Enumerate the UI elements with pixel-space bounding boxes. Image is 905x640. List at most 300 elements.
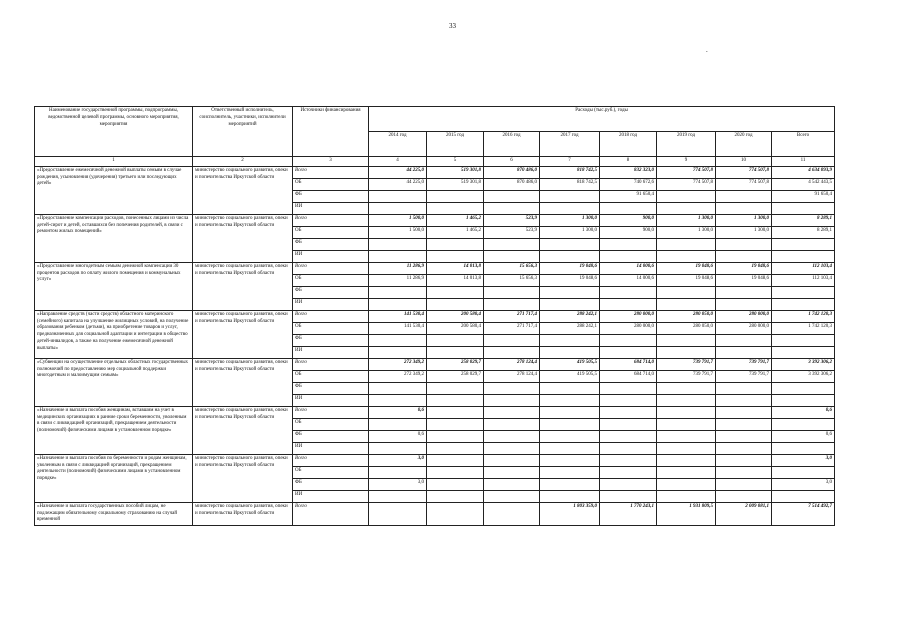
amount-cell (484, 442, 540, 454)
amount-cell (600, 394, 657, 406)
amount-cell (657, 394, 716, 406)
amount-cell (600, 430, 657, 442)
amount-cell (427, 394, 484, 406)
amount-cell: 19 048,6 (657, 262, 716, 274)
funding-source: Всего (293, 358, 369, 370)
amount-cell: 1 803 359,0 (540, 502, 600, 525)
amount-cell (427, 430, 484, 442)
amount-cell (772, 382, 835, 394)
header-year: 2019 год (657, 132, 716, 157)
measure-name: «Назначение и выплата пособия женщинам, вставшим на учет в медицинских организациях в ранние сроки беременности, уволенным в связи с ликвидацией организаций, прекращением деятельности (полномочий) физическими лицами в установленном порядке» (35, 406, 193, 454)
page-mark: . (706, 46, 708, 54)
amount-cell: 44 225,0 (369, 166, 427, 178)
amount-cell: 280 000,0 (716, 310, 772, 322)
amount-cell (427, 490, 484, 502)
amount-cell (657, 418, 716, 430)
amount-cell (427, 466, 484, 478)
funding-source: ФБ (293, 430, 369, 442)
amount-cell (600, 418, 657, 430)
amount-cell (369, 238, 427, 250)
column-number: 3 (293, 157, 369, 167)
amount-cell: 112 103,4 (772, 262, 835, 274)
amount-cell (657, 382, 716, 394)
amount-cell (600, 250, 657, 262)
amount-cell: 280 000,0 (600, 310, 657, 322)
amount-cell (540, 250, 600, 262)
amount-cell (427, 346, 484, 358)
amount-cell: 14 000,6 (600, 262, 657, 274)
funding-source: ИИ (293, 442, 369, 454)
funding-source: ФБ (293, 238, 369, 250)
header-executor: Ответственный исполнитель, соисполнитель, участники, исполнители мероприятий (193, 107, 293, 157)
amount-cell: 14 013,8 (427, 262, 484, 274)
header-program: Наименование государственной программы, подпрограммы, ведомственной целевой программы, основного мероприятия, мероприятия (35, 107, 193, 157)
amount-cell: 280 050,0 (657, 322, 716, 334)
amount-cell (772, 466, 835, 478)
amount-cell: 7 514 492,7 (772, 502, 835, 525)
funding-source: ОБ (293, 466, 369, 478)
amount-cell (484, 346, 540, 358)
amount-cell: 3,0 (369, 454, 427, 466)
amount-cell (484, 202, 540, 214)
funding-source: ОБ (293, 418, 369, 430)
amount-cell: 774 507,8 (716, 166, 772, 178)
amount-cell: 271 717,4 (484, 322, 540, 334)
amount-cell (427, 298, 484, 310)
amount-cell: 258 029,7 (427, 358, 484, 370)
amount-cell (484, 418, 540, 430)
header-source: Источники финансирования (293, 107, 369, 157)
amount-cell: 8 289,1 (772, 214, 835, 226)
funding-source: ОБ (293, 226, 369, 238)
amount-cell (540, 406, 600, 418)
column-number: 4 (369, 157, 427, 167)
funding-source: ИИ (293, 490, 369, 502)
amount-cell (540, 238, 600, 250)
amount-cell: 1 300,0 (716, 214, 772, 226)
funding-source: ИИ (293, 394, 369, 406)
funding-source: Всего (293, 310, 369, 322)
amount-cell: 14 013,8 (427, 274, 484, 286)
amount-cell (600, 238, 657, 250)
amount-cell: 739 791,7 (657, 358, 716, 370)
amount-cell (484, 382, 540, 394)
amount-cell (600, 298, 657, 310)
amount-cell: 523,9 (484, 214, 540, 226)
funding-source: ОБ (293, 178, 369, 190)
amount-cell: 818 742,5 (540, 178, 600, 190)
amount-cell (369, 250, 427, 262)
table-row (35, 214, 835, 226)
amount-cell (716, 286, 772, 298)
amount-cell: 774 507,8 (657, 166, 716, 178)
amount-cell (772, 286, 835, 298)
amount-cell: 11 286,9 (369, 274, 427, 286)
amount-cell: 0,6 (369, 406, 427, 418)
amount-cell (716, 478, 772, 490)
column-number: 2 (193, 157, 293, 167)
table-row (35, 502, 835, 525)
amount-cell (484, 430, 540, 442)
amount-cell (600, 346, 657, 358)
amount-cell: 1 465,2 (427, 214, 484, 226)
amount-cell (716, 382, 772, 394)
column-number: 9 (657, 157, 716, 167)
amount-cell: 1 300,0 (657, 226, 716, 238)
column-number: 6 (484, 157, 540, 167)
column-number: 8 (600, 157, 657, 167)
amount-cell (600, 286, 657, 298)
table-row (35, 310, 835, 322)
amount-cell (540, 442, 600, 454)
amount-cell: 774 507,8 (657, 178, 716, 190)
amount-cell: 1 742 120,3 (772, 310, 835, 322)
header-year: 2014 год (369, 132, 427, 157)
amount-cell (540, 454, 600, 466)
amount-cell (716, 466, 772, 478)
amount-cell: 1 300,0 (540, 214, 600, 226)
amount-cell: 15 656,3 (484, 262, 540, 274)
amount-cell (657, 334, 716, 346)
amount-cell (369, 490, 427, 502)
amount-cell: 44 225,0 (369, 178, 427, 190)
measure-executor: министерство социального развития, опеки и попечительства Иркутской области (193, 454, 293, 502)
amount-cell: 1 500,0 (369, 214, 427, 226)
amount-cell (657, 454, 716, 466)
amount-cell (657, 346, 716, 358)
amount-cell: 272 349,2 (369, 370, 427, 382)
amount-cell (716, 250, 772, 262)
amount-cell: 3,0 (772, 478, 835, 490)
amount-cell (657, 466, 716, 478)
measure-executor: министерство социального развития, опеки и попечительства Иркутской области (193, 262, 293, 310)
amount-cell: 774 507,8 (716, 178, 772, 190)
measure-name: «Направление средств (части средств) областного материнского (семейного) капитала на улучшение жилищных условий, на получение образования ребенком (детьми), на приобретение товаров и услуг, предназначенных для социальной адаптации и интеграции в общество детей-инвалидов, а также на получение ежемесячной денежной выплаты» (35, 310, 193, 358)
table-row (35, 406, 835, 418)
amount-cell: 4 542 443,5 (772, 178, 835, 190)
funding-source: ИИ (293, 346, 369, 358)
funding-source: ФБ (293, 334, 369, 346)
funding-source: Всего (293, 214, 369, 226)
amount-cell (484, 406, 540, 418)
amount-cell: 2 009 081,1 (716, 502, 772, 525)
page-number: 33 (449, 22, 456, 30)
amount-cell (657, 286, 716, 298)
amount-cell (484, 286, 540, 298)
funding-source: Всего (293, 406, 369, 418)
amount-cell (540, 298, 600, 310)
amount-cell: 1 500,0 (369, 226, 427, 238)
amount-cell (427, 406, 484, 418)
amount-cell (716, 394, 772, 406)
amount-cell (484, 334, 540, 346)
amount-cell (369, 466, 427, 478)
table-row (35, 454, 835, 466)
amount-cell: 1 300,0 (716, 226, 772, 238)
amount-cell: 739 791,7 (716, 358, 772, 370)
amount-cell (657, 478, 716, 490)
header-year: Всего (772, 132, 835, 157)
table-row (35, 166, 835, 178)
amount-cell (427, 190, 484, 202)
funding-source: Всего (293, 502, 369, 525)
measure-executor: министерство социального развития, опеки и попечительства Иркутской области (193, 214, 293, 262)
amount-cell: 1 770 243,1 (600, 502, 657, 525)
amount-cell: 900,0 (600, 214, 657, 226)
amount-cell (657, 490, 716, 502)
amount-cell: 19 048,6 (716, 274, 772, 286)
amount-cell: 3,0 (772, 454, 835, 466)
table-body (35, 166, 835, 525)
amount-cell (484, 298, 540, 310)
amount-cell (716, 298, 772, 310)
amount-cell: 0,6 (369, 430, 427, 442)
amount-cell: 1 300,0 (540, 226, 600, 238)
amount-cell: 740 672,6 (600, 178, 657, 190)
funding-source: ФБ (293, 286, 369, 298)
amount-cell (427, 454, 484, 466)
measure-name: «Субвенции на осуществление отдельных областных государственных полномочий по предоставлению мер социальной поддержки многодетным и малоимущим семьям» (35, 358, 193, 406)
amount-cell: 0,6 (772, 406, 835, 418)
amount-cell: 271 717,4 (484, 310, 540, 322)
amount-cell (369, 190, 427, 202)
amount-cell (369, 286, 427, 298)
amount-cell (484, 478, 540, 490)
amount-cell: 19 048,6 (716, 262, 772, 274)
amount-cell (369, 394, 427, 406)
amount-cell (427, 286, 484, 298)
funding-source: ФБ (293, 190, 369, 202)
amount-cell (657, 442, 716, 454)
amount-cell (657, 406, 716, 418)
amount-cell (716, 346, 772, 358)
amount-cell: 258 029,7 (427, 370, 484, 382)
amount-cell (657, 250, 716, 262)
measure-name: «Назначение и выплата государственных пособий лицам, не подлежащим обязательному социальному страхованию на случай временной (35, 502, 193, 525)
amount-cell: 519 301,8 (427, 166, 484, 178)
amount-cell: 278 124,4 (484, 358, 540, 370)
funding-source: ФБ (293, 382, 369, 394)
funding-source: Всего (293, 454, 369, 466)
amount-cell (600, 382, 657, 394)
amount-cell (484, 490, 540, 502)
amount-cell: 519 301,8 (427, 178, 484, 190)
amount-cell (657, 238, 716, 250)
amount-cell: 419 505,5 (540, 370, 600, 382)
amount-cell (772, 298, 835, 310)
measure-name: «Предоставление ежемесячной денежной выплаты семьям в случае рождения, усыновления (удочерения) третьего или последующих детей» (35, 166, 193, 214)
header-year: 2020 год (716, 132, 772, 157)
amount-cell: 91 650,4 (772, 190, 835, 202)
amount-cell: 280 050,0 (657, 310, 716, 322)
amount-cell: 900,0 (600, 226, 657, 238)
measure-name: «Предоставление многодетным семьям денежной компенсации 30 процентов расходов по оплату жилого помещения и коммунальных услуг» (35, 262, 193, 310)
amount-cell: 91 650,4 (600, 190, 657, 202)
measure-executor: министерство социального развития, опеки и попечительства Иркутской области (193, 502, 293, 525)
measure-name: «Назначение и выплата пособия по беременности и родам женщинам, уволенным в связи с ликвидацией организаций, прекращением деятельности (полномочий) физическими лицами в установленном порядке» (35, 454, 193, 502)
amount-cell: 280 000,0 (716, 322, 772, 334)
amount-cell (427, 442, 484, 454)
amount-cell: 200 580,4 (427, 322, 484, 334)
column-number: 11 (772, 157, 835, 167)
amount-cell: 19 048,6 (540, 274, 600, 286)
amount-cell (716, 238, 772, 250)
amount-cell (427, 202, 484, 214)
column-number: 7 (540, 157, 600, 167)
amount-cell (484, 466, 540, 478)
amount-cell: 870 486,0 (484, 178, 540, 190)
amount-cell (772, 334, 835, 346)
financing-table (34, 106, 835, 526)
amount-cell (369, 382, 427, 394)
measure-executor: министерство социального развития, опеки и попечительства Иркутской области (193, 406, 293, 454)
amount-cell: 141 530,4 (369, 322, 427, 334)
amount-cell (540, 190, 600, 202)
amount-cell: 739 791,7 (657, 370, 716, 382)
header-year: 2018 год (600, 132, 657, 157)
amount-cell (369, 502, 427, 525)
amount-cell: 870 486,0 (484, 166, 540, 178)
amount-cell: 1 465,2 (427, 226, 484, 238)
header-year: 2017 год (540, 132, 600, 157)
amount-cell (716, 430, 772, 442)
amount-cell (600, 454, 657, 466)
header-numbers-row (35, 157, 835, 167)
amount-cell (600, 490, 657, 502)
amount-cell (540, 478, 600, 490)
column-number: 10 (716, 157, 772, 167)
amount-cell (427, 238, 484, 250)
amount-cell: 1 742 120,3 (772, 322, 835, 334)
amount-cell: 4 634 093,9 (772, 166, 835, 178)
amount-cell (484, 238, 540, 250)
amount-cell: 112 103,4 (772, 274, 835, 286)
amount-cell (484, 502, 540, 525)
amount-cell (484, 454, 540, 466)
amount-cell (427, 250, 484, 262)
amount-cell (427, 478, 484, 490)
amount-cell: 3,0 (369, 478, 427, 490)
amount-cell (600, 466, 657, 478)
amount-cell (600, 406, 657, 418)
amount-cell: 288 242,1 (540, 322, 600, 334)
amount-cell (600, 202, 657, 214)
header-year: 2016 год (484, 132, 540, 157)
amount-cell: 278 124,4 (484, 370, 540, 382)
amount-cell: 15 656,3 (484, 274, 540, 286)
amount-cell (716, 190, 772, 202)
amount-cell (484, 394, 540, 406)
amount-cell (772, 442, 835, 454)
amount-cell (540, 334, 600, 346)
column-number: 1 (35, 157, 193, 167)
amount-cell (716, 490, 772, 502)
amount-cell (716, 334, 772, 346)
amount-cell (484, 250, 540, 262)
amount-cell (772, 202, 835, 214)
amount-cell (369, 442, 427, 454)
amount-cell (484, 190, 540, 202)
amount-cell: 11 286,9 (369, 262, 427, 274)
amount-cell: 19 048,6 (657, 274, 716, 286)
amount-cell (540, 418, 600, 430)
amount-cell (540, 394, 600, 406)
amount-cell (772, 418, 835, 430)
amount-cell (540, 286, 600, 298)
amount-cell: 1 931 809,5 (657, 502, 716, 525)
amount-cell (772, 238, 835, 250)
funding-source: ИИ (293, 250, 369, 262)
amount-cell (716, 202, 772, 214)
amount-cell: 0,6 (772, 430, 835, 442)
amount-cell (657, 190, 716, 202)
measure-executor: министерство социального развития, опеки и попечительства Иркутской области (193, 358, 293, 406)
amount-cell: 3 392 306,2 (772, 370, 835, 382)
table-row (35, 262, 835, 274)
amount-cell: 288 242,1 (540, 310, 600, 322)
amount-cell: 684 714,0 (600, 358, 657, 370)
amount-cell (540, 202, 600, 214)
amount-cell: 141 530,4 (369, 310, 427, 322)
amount-cell (540, 346, 600, 358)
amount-cell: 419 505,5 (540, 358, 600, 370)
amount-cell (716, 442, 772, 454)
amount-cell (540, 382, 600, 394)
amount-cell: 739 791,7 (716, 370, 772, 382)
amount-cell: 200 580,4 (427, 310, 484, 322)
amount-cell (600, 478, 657, 490)
amount-cell (369, 346, 427, 358)
amount-cell (716, 406, 772, 418)
amount-cell (427, 382, 484, 394)
amount-cell (369, 298, 427, 310)
amount-cell: 272 349,2 (369, 358, 427, 370)
header-year: 2015 год (427, 132, 484, 157)
measure-executor: министерство социального развития, опеки и попечительства Иркутской области (193, 166, 293, 214)
amount-cell (772, 490, 835, 502)
amount-cell: 818 742,5 (540, 166, 600, 178)
column-number: 5 (427, 157, 484, 167)
amount-cell (716, 454, 772, 466)
amount-cell (772, 394, 835, 406)
amount-cell: 832 323,0 (600, 166, 657, 178)
amount-cell (369, 418, 427, 430)
amount-cell (772, 346, 835, 358)
amount-cell (600, 442, 657, 454)
amount-cell (540, 430, 600, 442)
amount-cell: 280 000,0 (600, 322, 657, 334)
table-row (35, 358, 835, 370)
amount-cell (600, 334, 657, 346)
measure-name: «Предоставление компенсации расходов, понесенных лицами из числа детей-сирот и детей, оставшихся без попечения родителей, в связи с ремонтом жилых помещений» (35, 214, 193, 262)
amount-cell: 19 048,6 (540, 262, 600, 274)
measure-executor: министерство социального развития, опеки и попечительства Иркутской области (193, 310, 293, 358)
amount-cell (427, 418, 484, 430)
amount-cell (369, 334, 427, 346)
amount-cell (657, 298, 716, 310)
amount-cell (657, 430, 716, 442)
amount-cell: 523,9 (484, 226, 540, 238)
amount-cell (369, 202, 427, 214)
amount-cell (540, 490, 600, 502)
funding-source: ИИ (293, 202, 369, 214)
amount-cell (427, 334, 484, 346)
funding-source: ФБ (293, 478, 369, 490)
amount-cell (427, 502, 484, 525)
funding-source: ОБ (293, 322, 369, 334)
funding-source: ОБ (293, 274, 369, 286)
amount-cell: 1 300,0 (657, 214, 716, 226)
